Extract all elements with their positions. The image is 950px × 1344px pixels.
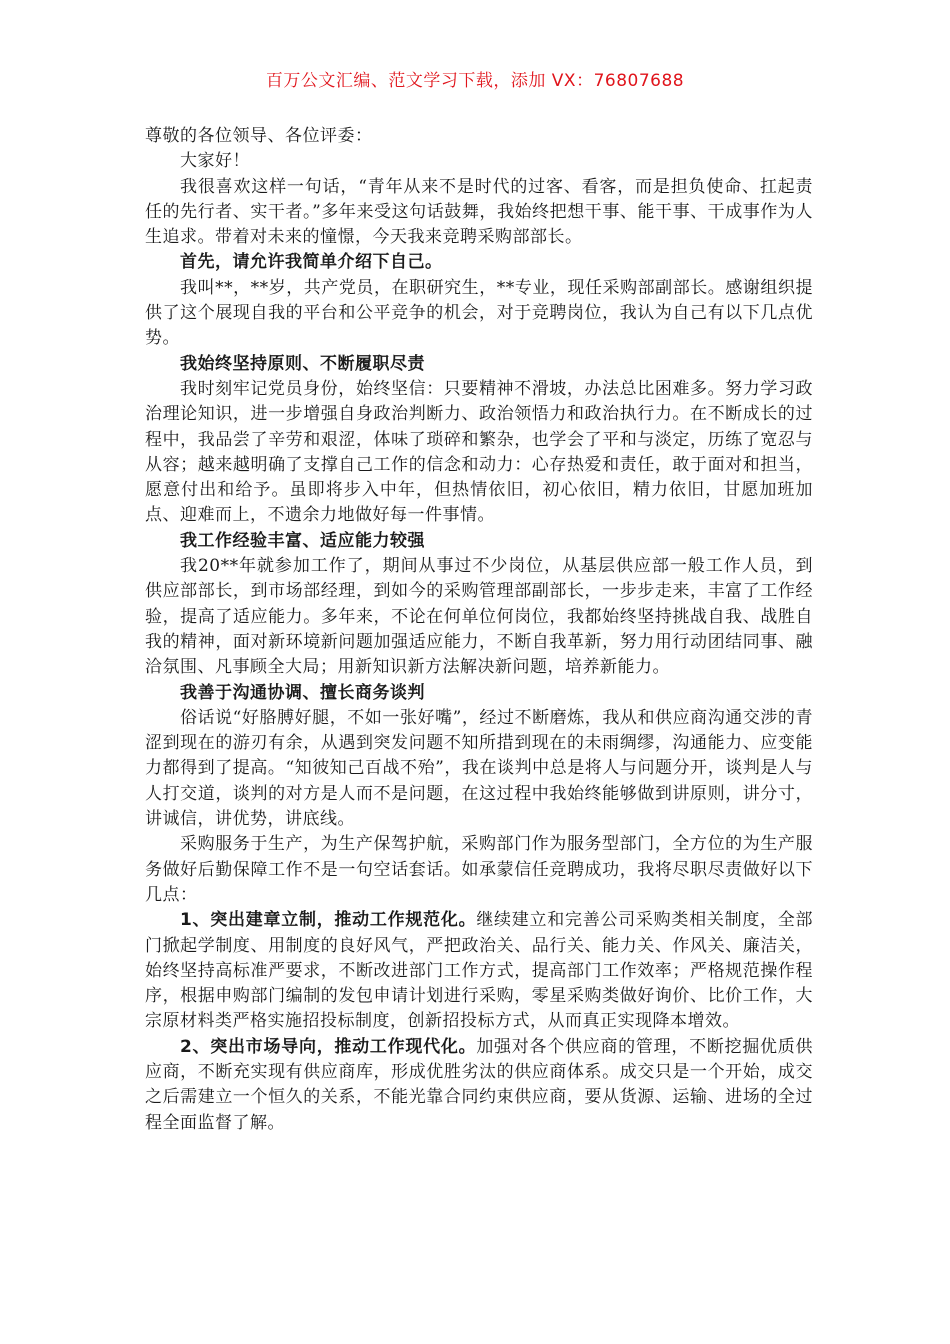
section-1-heading: 我始终坚持原则、不断履职尽责 <box>180 353 425 374</box>
section-1-paragraph: 我时刻牢记党员身份，始终坚信：只要精神不滑坡，办法总比困难多。努力学习政治理论知识，进一步增强自身政治判断力、政治领悟力和政治执行力。在不断成长的过程中，我品尝了辛劳和艰涩，体味了琐碎和繁杂，也学会了平和与淡定，历练了宽忍与从容；越来越明确了支撑自己工作的信念和动力：心存热爱和责任，敢于面对和担当，愿意付出和给予。虽即将步入中年，但热情依旧，初心依旧，精力依旧，甘愿加班加点、迎难而上，不遗余力地做好每一件事情。 <box>145 378 813 526</box>
section-3-paragraph: 俗话说“好胳膊好腿，不如一张好嘴”，经过不断磨炼，我从和供应商沟通交涉的青涩到现在的游刃有余，从遇到突发问题不知所措到现在的未雨绸缪，沟通能力、应变能力都得到了提高。“知彼知己百战不殆”，我在谈判中总是将人与问题分开，谈判是人与人打交道，谈判的对方是人而不是问题，在这过程中我始终能够做到讲原则，讲分寸，讲诚信，讲优势，讲底线。 <box>145 707 813 830</box>
self-intro-paragraph: 我叫**，**岁，共产党员，在职研究生，**专业，现任采购部副部长。感谢组织提供了这个展现自我的平台和公平竞争的机会，对于竞聘岗位，我认为自己有以下几点优势。 <box>145 277 813 349</box>
section-2-heading: 我工作经验丰富、适应能力较强 <box>180 530 425 551</box>
greeting: 大家好！ <box>180 151 250 172</box>
point-1-paragraph <box>145 908 813 1034</box>
point-2-body: 加强对各个供应商的管理，不断挖掘优质供应商，不断充实现有供应商库，形成优胜劣汰的供应商体系。成交只是一个开始，成交之后需建立一个恒久的关系，不能光靠合同约束供应商，要从货源、运输、进场的全过程全面监督了解。 <box>145 1036 814 1133</box>
point-2-paragraph <box>145 1035 813 1136</box>
salutation: 尊敬的各位领导、各位评委： <box>145 126 373 146</box>
point-2-lead: 2、突出市场导向，推动工作现代化。 <box>180 1036 477 1057</box>
point-1-lead: 1、突出建章立制，推动工作规范化。 <box>180 910 477 931</box>
self-intro-heading: 首先，请允许我简单介绍下自己。 <box>180 252 443 273</box>
section-3-heading: 我善于沟通协调、擅长商务谈判 <box>180 682 425 703</box>
intro-paragraph: 我很喜欢这样一句话，“青年从来不是时代的过客、看客，而是担负使命、扛起责任的先行者、实干者。”多年来受这句话鼓舞，我始终把想干事、能干事、干成事作为人生追求。带着对未来的憧憬，今天我来竞聘采购部部长。 <box>145 176 813 248</box>
watermark-banner: 百万公文汇编、范文学习下载，添加 VX：76807688 <box>265 71 685 91</box>
point-1-body: 继续建立和完善公司采购类相关制度，全部门掀起学制度、用制度的良好风气，严把政治关、品行关、能力关、作风关、廉洁关，始终坚持高标准严要求，不断改进部门工作方式，提高部门工作效率；严格规范操作程序，根据申购部门编制的发包申请计划进行采购，零星采购类做好询价、比价工作，大宗原材料类严格实施招投标制度，创新招投标方式，从而真正实现降本增效。 <box>145 910 814 1032</box>
speech-document <box>145 124 813 1136</box>
plan-intro-paragraph: 采购服务于生产，为生产保驾护航，采购部门作为服务型部门，全方位的为生产服务做好后勤保障工作不是一句空话套话。如承蒙信任竞聘成功，我将尽职尽责做好以下几点： <box>145 834 813 905</box>
section-2-paragraph: 我20**年就参加工作了，期间从事过不少岗位，从基层供应部一般工作人员，到供应部部长，到市场部经理，到如今的采购管理部副部长，一步步走来，丰富了工作经验，提高了适应能力。多年来，不论在何单位何岗位，我都始终坚持挑战自我、战胜自我的精神，面对新环境新问题加强适应能力，不断自我革新，努力用行动团结同事、融洽氛围、凡事顾全大局；用新知识新方法解决新问题，培养新能力。 <box>145 556 813 678</box>
